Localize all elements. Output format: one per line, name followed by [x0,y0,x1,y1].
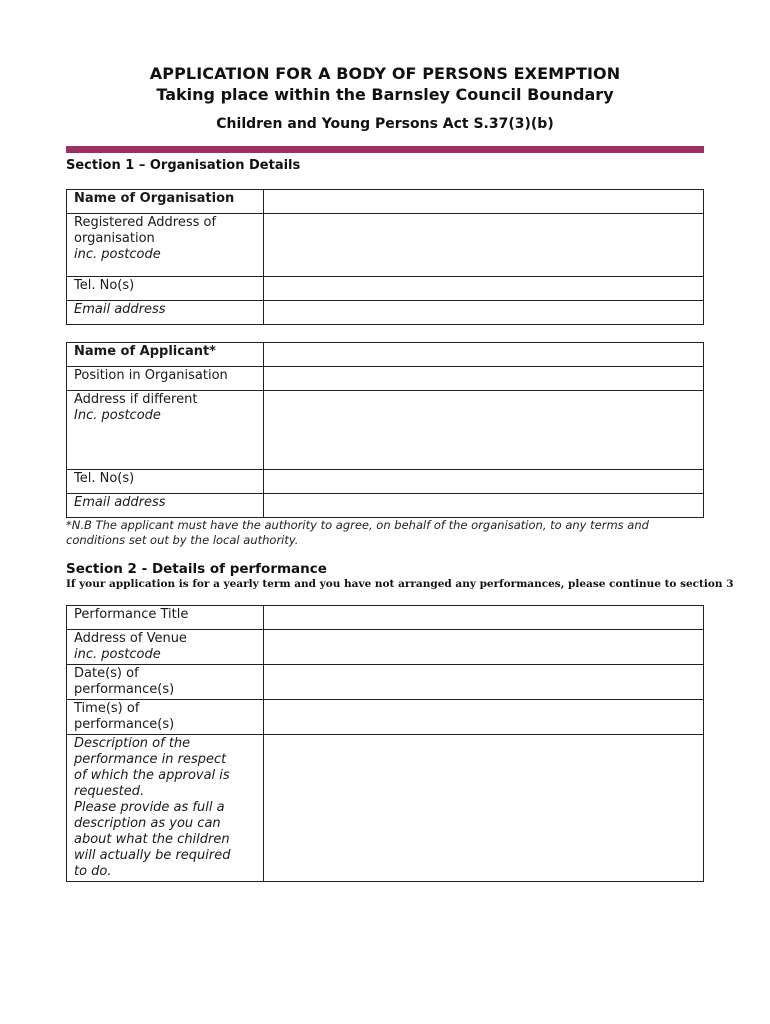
performance-dates-field[interactable] [264,665,704,700]
applicant-position-field[interactable] [264,367,704,391]
header-divider [66,146,704,153]
org-name-label: Name of Organisation [67,190,264,214]
form-title: APPLICATION FOR A BODY OF PERSONS EXEMPTION [149,64,621,83]
applicant-name-label: Name of Applicant* [67,343,264,367]
description-label-line: of which the approval is [74,768,230,783]
performance-title-field[interactable] [264,606,704,630]
description-label-line: about what the children [74,832,230,847]
performance-dates-label [67,665,264,700]
description-label-line: Please provide as full a [74,800,225,815]
section1-heading: Section 1 – Organisation Details [66,158,301,173]
applicant-address-label-postcode: Inc. postcode [74,408,161,423]
performance-times-field[interactable] [264,700,704,735]
performance-dates-label-line2: performance(s) [74,682,175,697]
org-email-field[interactable] [264,301,704,325]
performance-times-label-line2: performance(s) [74,717,175,732]
org-email-label: Email address [67,301,264,325]
description-label-line: performance in respect [74,752,227,767]
org-tel-label: Tel. No(s) [67,277,264,301]
performance-details-table [66,605,704,882]
venue-address-label-line1: Address of Venue [74,631,187,646]
form-title-location: Taking place within the Barnsley Council Boundary [156,85,614,104]
applicant-details-table [66,342,704,518]
performance-times-label [67,700,264,735]
applicant-tel-label: Tel. No(s) [67,470,264,494]
venue-address-label [67,630,264,665]
org-tel-field[interactable] [264,277,704,301]
applicant-name-field[interactable] [264,343,704,367]
performance-times-label-line1: Time(s) of [74,701,140,716]
description-label-line: to do. [74,864,112,879]
description-label-line: will actually be required [74,848,231,863]
performance-description-label [67,735,264,882]
org-address-label-line2: organisation [74,231,155,246]
venue-address-field[interactable] [264,630,704,665]
section2-instruction: If your application is for a yearly term and you have not arranged any performances, please continue to section 3 [66,578,734,590]
org-name-field[interactable] [264,190,704,214]
performance-description-field[interactable] [264,735,704,882]
applicant-address-label-line1: Address if different [74,392,198,407]
applicant-tel-field[interactable] [264,470,704,494]
performance-dates-label-line1: Date(s) of [74,666,139,681]
description-label-line: Description of the [74,736,191,751]
applicant-email-label: Email address [67,494,264,518]
organisation-details-table [66,189,704,325]
applicant-address-field[interactable] [264,391,704,470]
performance-title-label: Performance Title [67,606,264,630]
applicant-email-field[interactable] [264,494,704,518]
applicant-position-label: Position in Organisation [67,367,264,391]
venue-address-label-postcode: inc. postcode [74,647,161,662]
org-address-label-line1: Registered Address of [74,215,217,230]
description-label-line: requested. [74,784,145,799]
applicant-address-label [67,391,264,470]
applicant-authority-note: *N.B The applicant must have the authority to agree, on behalf of the organisation, to any terms and conditions set out by the local authority. [66,518,649,547]
org-address-label-postcode: inc. postcode [74,247,161,262]
form-subtitle-act: Children and Young Persons Act S.37(3)(b) [216,116,554,132]
section2-heading: Section 2 - Details of performance [66,561,327,577]
org-address-field[interactable] [264,214,704,277]
org-address-label [67,214,264,277]
description-label-line: description as you can [74,816,221,831]
